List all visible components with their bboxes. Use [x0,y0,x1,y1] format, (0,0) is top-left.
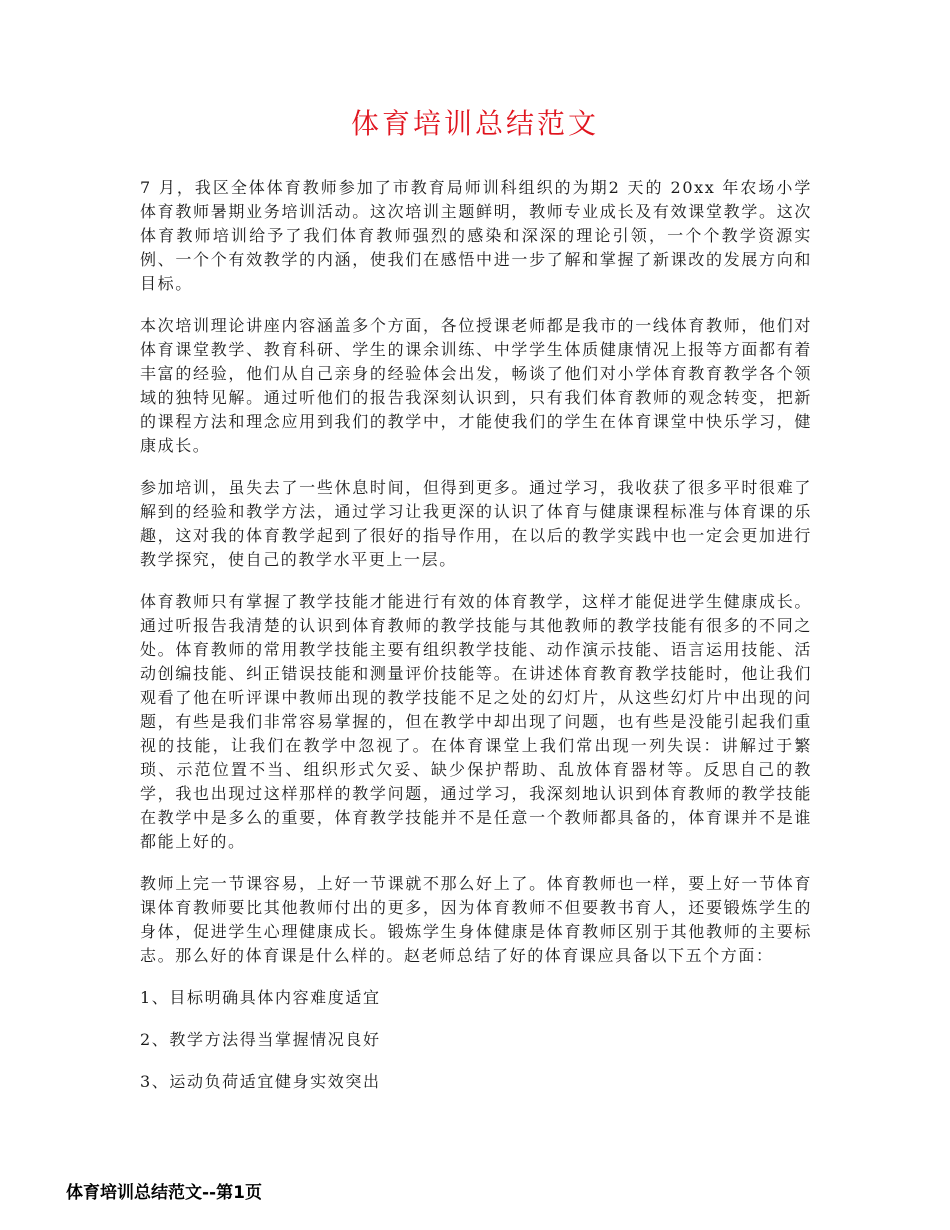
paragraph-4: 体育教师只有掌握了教学技能才能进行有效的体育教学，这样才能促进学生健康成长。通过听报告我清楚的认识到体育教师的教学技能与其他教师的教学技能有很多的不同之处。体育教师的常用教学技能主要有组织教学技能、动作演示技能、语言运用技能、活动创编技能、纠正错误技能和测量评价技能等。在讲述体育教育教学技能时，他让我们观看了他在听评课中教师出现的教学技能不足之处的幻灯片，从这些幻灯片中出现的问题，有些是我们非常容易掌握的，但在教学中却出现了问题，也有些是没能引起我们重视的技能，让我们在教学中忽视了。在体育课堂上我们常出现一列失误：讲解过于繁琐、示范位置不当、组织形式欠妥、缺少保护帮助、乱放体育器材等。反思自己的教学，我也出现过这样那样的教学问题，通过学习，我深刻地认识到体育教师的教学技能在教学中是多么的重要，体育教学技能并不是任意一个教师都具备的，体育课并不是谁都能上好的。 [140,592,812,851]
paragraph-3: 参加培训，虽失去了一些休息时间，但得到更多。通过学习，我收获了很多平时很难了解到的经验和教学方法，通过学习让我更深的认识了体育与健康课程标准与体育课的乐趣，这对我的体育教学起到了很好的指导作用，在以后的教学实践中也一定会更加进行教学探究，使自己的教学水平更上一层。 [140,478,812,569]
paragraph-2: 本次培训理论讲座内容涵盖多个方面，各位授课老师都是我市的一线体育教师，他们对体育课堂教学、教育科研、学生的课余训练、中学学生体质健康情况上报等方面都有着丰富的经验，他们从自己亲身的经验体会出发，畅谈了他们对小学体育教育教学各个领域的独特见解。通过听他们的报告我深刻认识到，只有我们体育教师的观念转变，把新的课程方法和理念应用到我们的教学中，才能使我们的学生在体育课堂中快乐学习，健康成长。 [140,316,812,455]
document-title: 体育培训总结范文 [350,107,599,140]
paragraph-1: 7 月，我区全体体育教师参加了市教育局师训科组织的为期2 天的 20xx 年农场小学体育教师暑期业务培训活动。这次培训主题鲜明，教师专业成长及有效课堂教学。这次体育教师培训给予了我们体育教师强烈的感染和深深的理论引领，一个个教学资源实例、一个个有效教学的内涵，使我们在感悟中进一步了解和掌握了新课改的发展方向和目标。 [140,178,812,293]
paragraph-5: 教师上完一节课容易，上好一节课就不那么好上了。体育教师也一样，要上好一节体育课体育教师要比其他教师付出的更多，因为体育教师不但要教书育人，还要锻炼学生的身体，促进学生心理健康成长。锻炼学生身体健康是体育教师区别于其他教师的主要标志。那么好的体育课是什么样的。赵老师总结了好的体育课应具备以下五个方面： [140,874,812,965]
list-item-3: 3、运动负荷适宜健身实效突出 [140,1072,381,1091]
document-body [140,176,812,1112]
list-item-2: 2、教学方法得当掌握情况良好 [140,1030,381,1049]
list-item-1: 1、目标明确具体内容难度适宜 [140,988,381,1007]
page-footer: 体育培训总结范文--第1页 [66,1183,262,1203]
